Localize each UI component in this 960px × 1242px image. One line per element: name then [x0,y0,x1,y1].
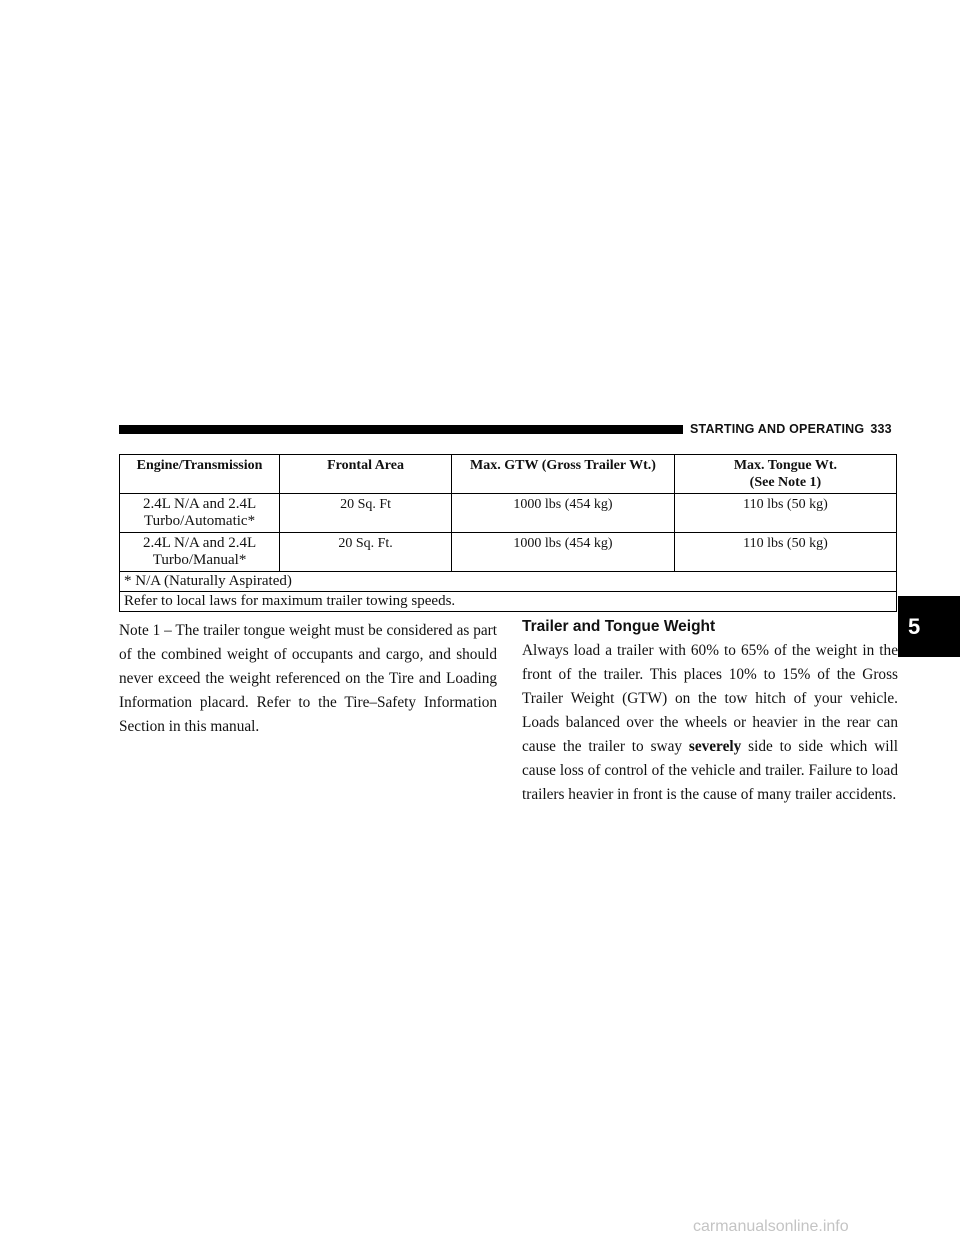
table-footnote: * N/A (Naturally Aspirated) [120,572,897,592]
running-head [690,421,892,437]
cell-engine: 2.4L N/A and 2.4L Turbo/Automatic* [120,494,280,533]
cell-frontal-area: 20 Sq. Ft [280,494,452,533]
watermark: carmanualsonline.info [693,1218,849,1235]
cell-max-gtw: 1000 lbs (454 kg) [452,533,675,572]
section-body-text-1: Always load a trailer with 60% to 65% of the weight in the front of the trailer. This places 10% to 15% of the Gross Trailer Weight (GTW) on the tow hitch of your vehicle. Loads balanced over the wheels or heavier in the rear can cause the trailer to sway [522,642,898,755]
cell-max-tongue: 110 lbs (50 kg) [674,494,896,533]
section-body-emphasis: severely [688,738,742,755]
table-footnote-row [120,572,897,592]
header-rule [119,425,683,434]
page-number: 333 [870,422,892,436]
chapter-tab [898,596,960,657]
section-body [522,639,898,807]
cell-engine: 2.4L N/A and 2.4L Turbo/Manual* [120,533,280,572]
cell-max-gtw: 1000 lbs (454 kg) [452,494,675,533]
table-row [120,494,897,533]
section-heading: Trailer and Tongue Weight [522,618,716,635]
header-max-tongue [674,455,896,494]
table-row [120,533,897,572]
header-max-tongue-line1: Max. Tongue Wt. (See Note 1) [733,458,838,490]
header-max-gtw: Max. GTW (Gross Trailer Wt.) [452,455,675,494]
towing-spec-table [119,454,897,612]
cell-frontal-area: 20 Sq. Ft. [280,533,452,572]
header-engine: Engine/Transmission [120,455,280,494]
cell-max-tongue: 110 lbs (50 kg) [674,533,896,572]
section-body-text-2: side to side which will cause loss of control of the vehicle and trailer. Failure to load trailers heavier in front is the cause of many trailer accidents. [522,738,898,803]
table-note-row [120,592,897,612]
header-frontal-area: Frontal Area [280,455,452,494]
table-header-row [120,455,897,494]
running-head-title: STARTING AND OPERATING [690,422,865,436]
table-note: Refer to local laws for maximum trailer towing speeds. [120,592,897,612]
chapter-number: 5 [908,614,921,639]
note-1-paragraph: Note 1 – The trailer tongue weight must be considered as part of the combined weight of occupants and cargo, and should never exceed the weight referenced on the Tire and Loading Information placard. Refer to the Tire–Safety Information Section in this manual. [119,622,497,735]
trailer-weight-section [522,617,898,807]
